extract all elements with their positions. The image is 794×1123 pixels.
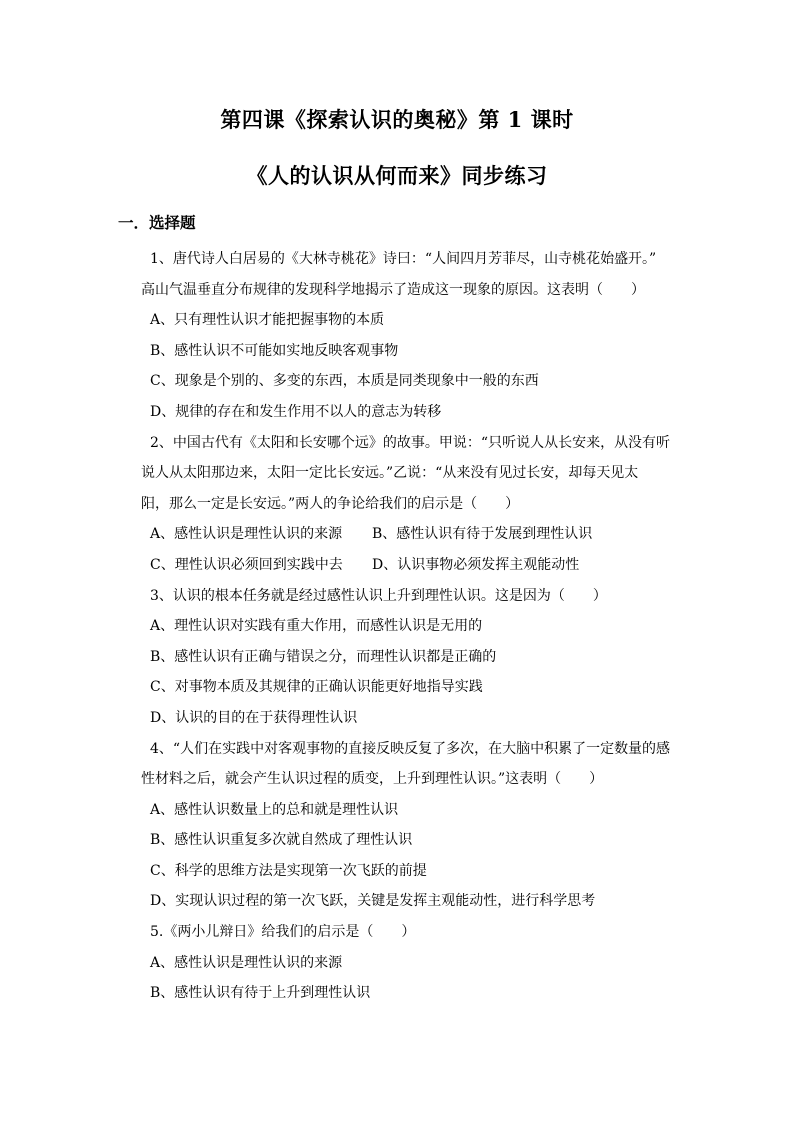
question-5-option-a: A、感性认识是理性认识的来源 bbox=[150, 954, 343, 971]
document-title: 第四课《探索认识的奥秘》第 1 课时 bbox=[220, 107, 574, 132]
question-4 bbox=[141, 736, 690, 920]
question-3-stem-line-1: 3、认识的根本任务就是经过感性认识上升到理性认识。这是因为（ ） bbox=[150, 587, 607, 604]
question-3-option-d: D、认识的目的在于获得理性认识 bbox=[150, 709, 358, 726]
question-1-option-a: A、只有理性认识才能把握事物的本质 bbox=[150, 312, 385, 329]
question-4-option-a: A、感性认识数量上的总和就是理性认识 bbox=[150, 801, 399, 818]
question-2-option-c: C、理性认识必须回到实践中去 bbox=[150, 556, 343, 573]
question-1-option-c: C、现象是个别的、多变的东西，本质是同类现象中一般的东西 bbox=[150, 373, 539, 390]
question-1-option-b: B、感性认识不可能如实地反映客观事物 bbox=[150, 342, 399, 359]
question-2-option-row-2 bbox=[150, 552, 690, 583]
question-3-option-a: A、理性认识对实践有重大作用，而感性认识是无用的 bbox=[150, 618, 483, 635]
question-5-stem-line-1: 5.《两小儿辩日》给我们的启示是（ ） bbox=[150, 924, 416, 941]
question-4-option-b: B、感性认识重复多次就自然成了理性认识 bbox=[150, 832, 413, 849]
question-4-option-c: C、科学的思维方法是实现第一次飞跃的前提 bbox=[150, 862, 427, 879]
question-4-stem-line-1: 4、“人们在实践中对客观事物的直接反映反复了多次，在大脑中积累了一定数量的感 bbox=[150, 740, 671, 757]
question-3 bbox=[150, 583, 690, 736]
question-4-stem-line-2: 性材料之后，就会产生认识过程的质变，上升到理性认识。”这表明（ ） bbox=[141, 771, 604, 788]
document-subtitle: 《人的认识从何而来》同步练习 bbox=[246, 163, 548, 188]
question-1-stem-line-2: 高山气温垂直分布规律的发现科学地揭示了造成这一现象的原因。这表明（ ） bbox=[141, 281, 645, 298]
question-2-stem-line-1: 2、中国古代有《太阳和长安哪个远》的故事。甲说：“只听说人从长安来，从没有听 bbox=[150, 434, 671, 451]
question-2-option-b: B、感性认识有待于发展到理性认识 bbox=[372, 526, 593, 543]
question-list bbox=[141, 246, 690, 1011]
question-2-option-d: D、认识事物必须发挥主观能动性 bbox=[372, 556, 580, 573]
section-heading: 一．选择题 bbox=[118, 213, 196, 232]
question-1-stem-line-1: 1、唐代诗人白居易的《大林寺桃花》诗曰：“人间四月芳菲尽，山寺桃花始盛开。” bbox=[150, 251, 657, 267]
question-2-option-a: A、感性认识是理性认识的来源 bbox=[150, 526, 343, 543]
question-5 bbox=[150, 919, 690, 1011]
question-4-option-d: D、实现认识过程的第一次飞跃，关键是发挥主观能动性，进行科学思考 bbox=[150, 893, 596, 910]
question-2-stem-line-3: 阳，那么一定是长安远。”两人的争论给我们的启示是（ ） bbox=[141, 495, 520, 512]
question-1 bbox=[141, 246, 690, 430]
question-1-option-d: D、规律的存在和发生作用不以人的意志为转移 bbox=[150, 403, 442, 420]
question-3-option-b: B、感性认识有正确与错误之分，而理性认识都是正确的 bbox=[150, 648, 497, 665]
question-2 bbox=[141, 430, 690, 583]
question-2-stem-line-2: 说人从太阳那边来，太阳一定比长安远。”乙说：“从来没有见过长安，却每天见太 bbox=[141, 465, 639, 482]
question-5-option-b: B、感性认识有待于上升到理性认识 bbox=[150, 985, 371, 1002]
question-2-option-row-1 bbox=[150, 521, 690, 552]
question-3-option-c: C、对事物本质及其规律的正确认识能更好地指导实践 bbox=[150, 679, 483, 696]
